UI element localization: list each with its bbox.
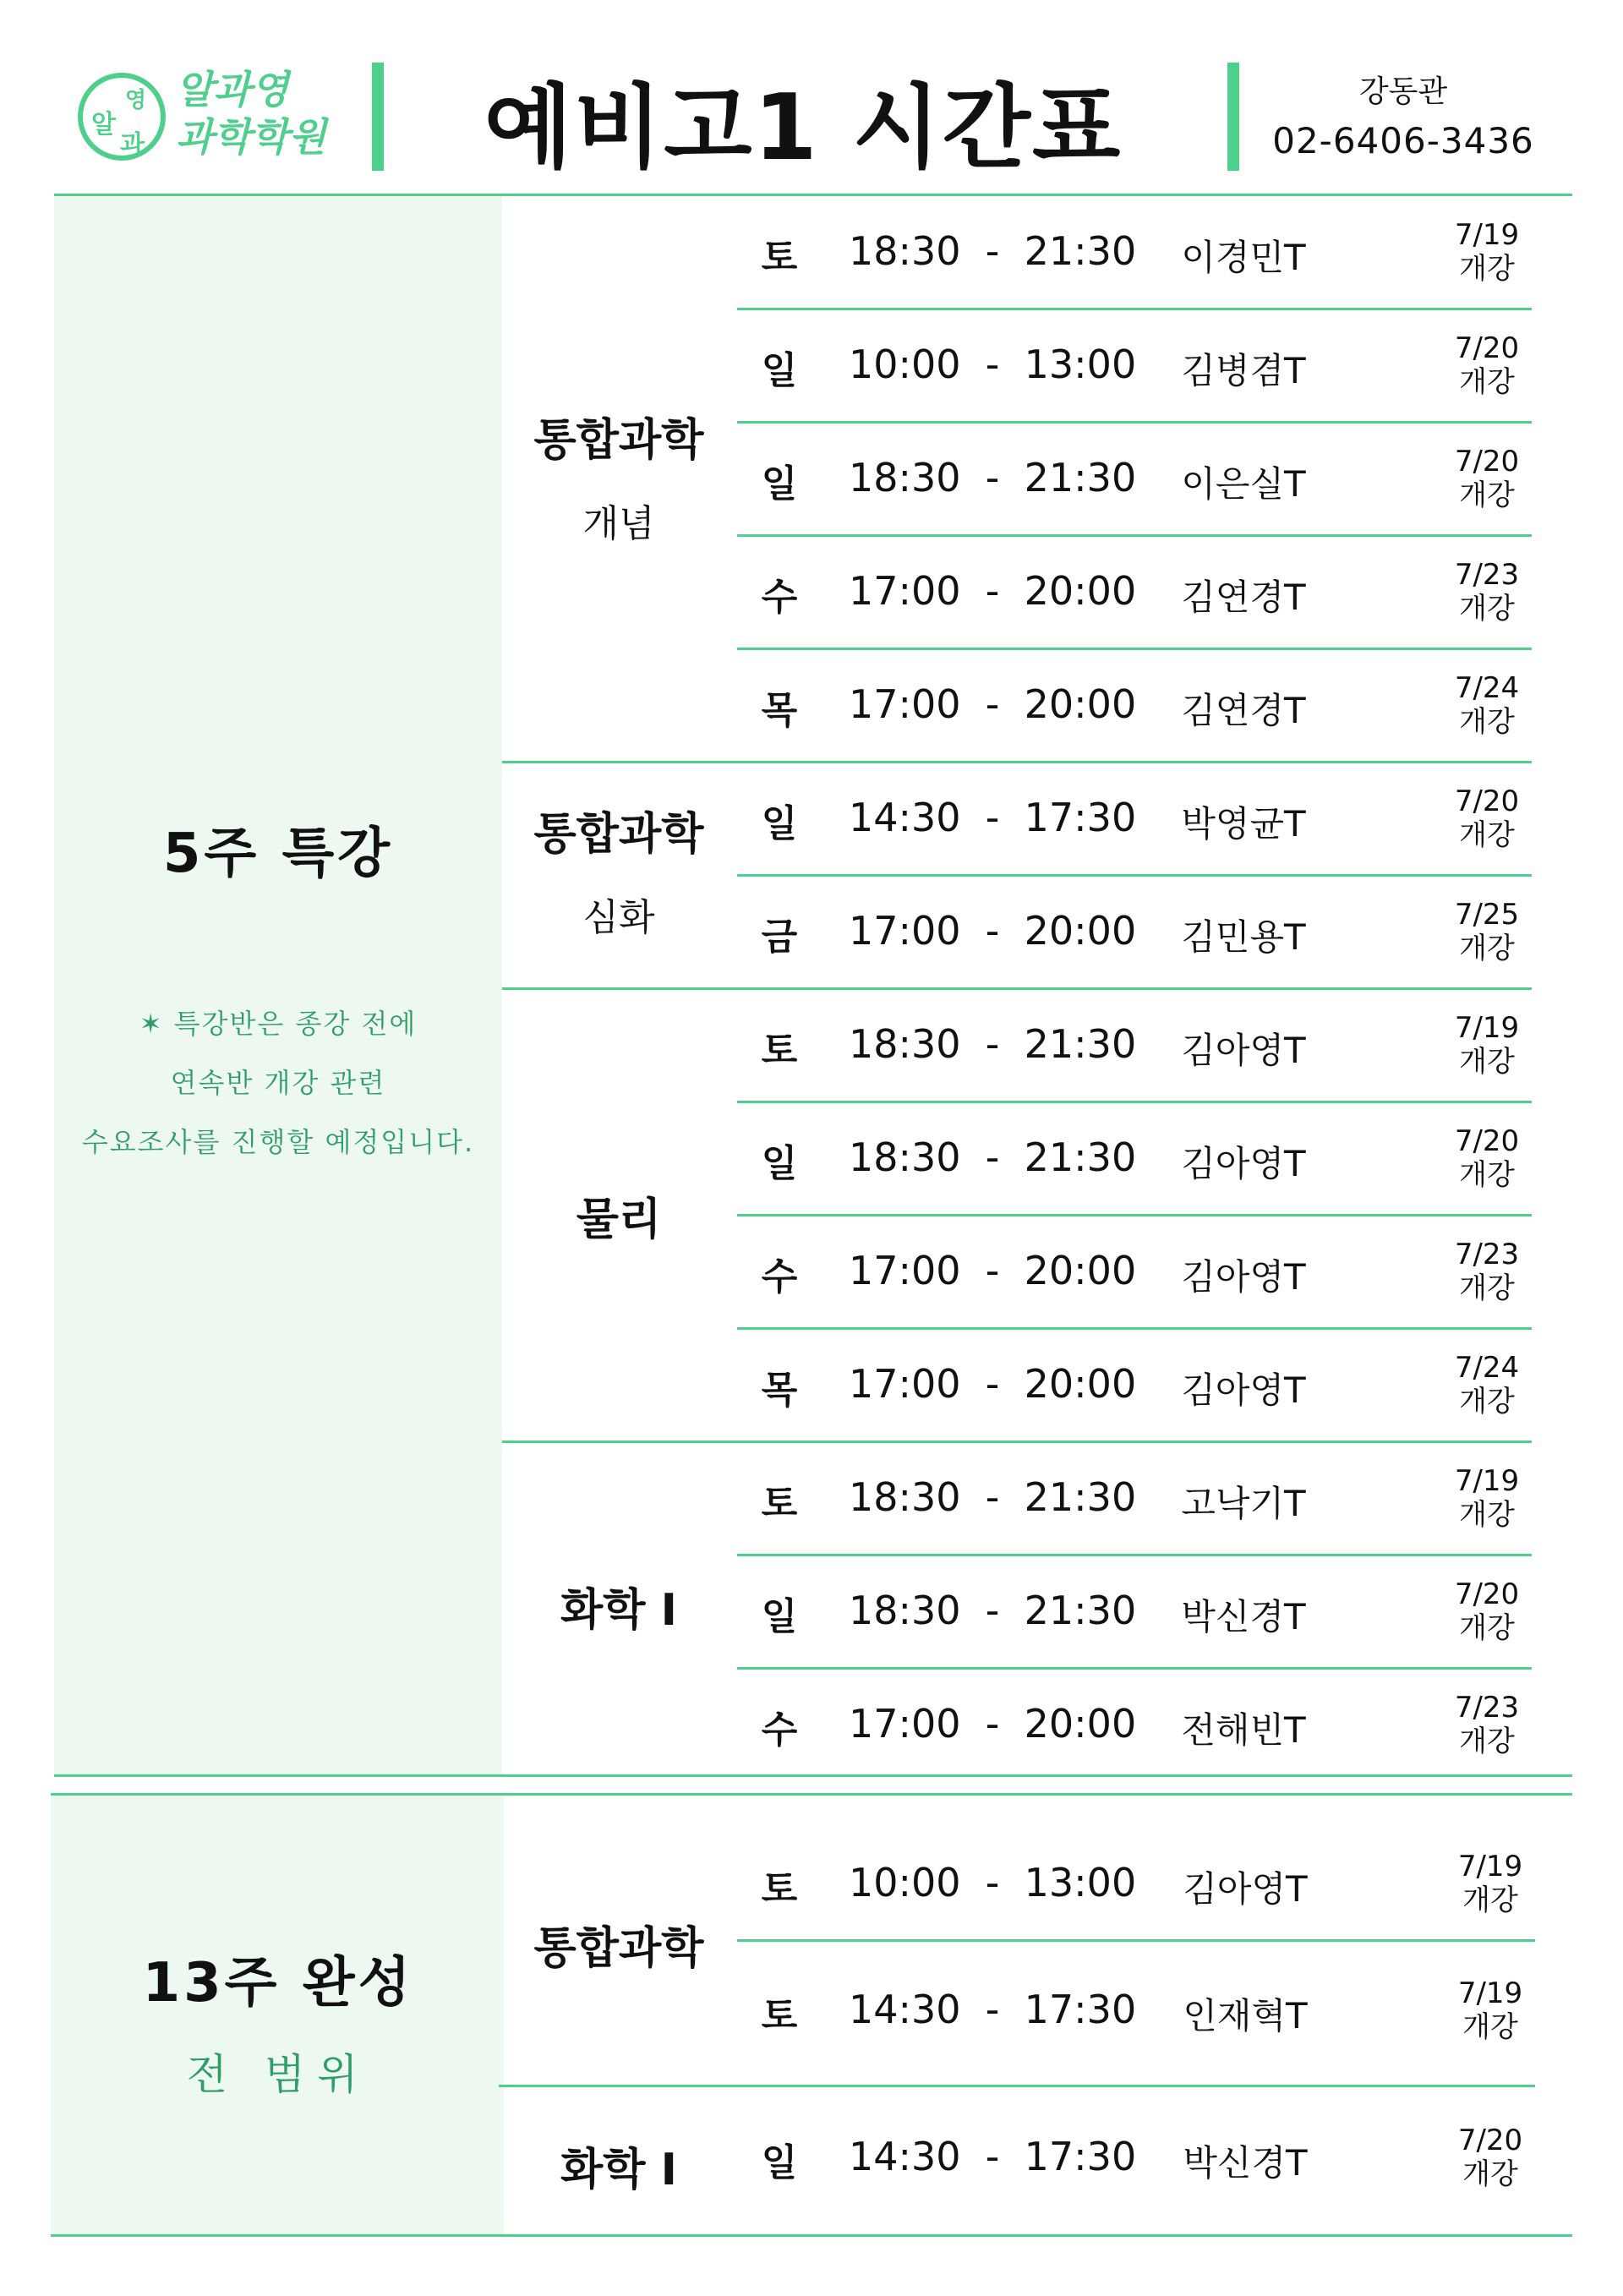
section-5-week-special bbox=[54, 196, 1572, 1777]
logo-emblem-icon: 알 영 과 bbox=[78, 73, 166, 161]
schedule-row: 수 17:00 - 20:00 김연경T 7/23 개강 bbox=[761, 558, 1520, 626]
header bbox=[0, 0, 1623, 194]
subject-chemistry-1: 화학 I bbox=[560, 2145, 677, 2195]
logo-text: 알과영 과학학원 bbox=[176, 67, 326, 160]
schedule-row: 금 17:00 - 20:00 김민용T 7/25 개강 bbox=[761, 898, 1520, 965]
schedule-row: 토 14:30 - 17:30 인재혁T 7/19 개강 bbox=[761, 1976, 1523, 2044]
subject-chemistry-1: 화학 I bbox=[560, 1585, 677, 1636]
academy-logo bbox=[78, 66, 382, 167]
schedule-row: 수 17:00 - 20:00 전해빈T 7/23 개강 bbox=[761, 1691, 1520, 1758]
section-note: ✶ 특강반은 종강 전에 연속반 개강 관련 수요조사를 진행할 예정입니다. bbox=[81, 1008, 475, 1158]
schedule-row: 일 10:00 - 13:00 김병겸T 7/20 개강 bbox=[761, 331, 1520, 399]
subject-integrated-science-concept: 통합과학 개념 bbox=[533, 415, 704, 545]
branch-name: 강동관 bbox=[1358, 74, 1448, 109]
section-title: 13주 완성 bbox=[142, 1952, 414, 2014]
section-title: 5주 특강 bbox=[162, 823, 394, 885]
section-subtitle: 전 범위 bbox=[186, 2050, 370, 2099]
subject-integrated-science: 통합과학 bbox=[533, 1923, 704, 1974]
section-divider bbox=[54, 1774, 1572, 1777]
section-13-week-complete bbox=[54, 1796, 1576, 2237]
header-divider-left bbox=[372, 63, 384, 171]
schedule-row: 목 17:00 - 20:00 김연경T 7/24 개강 bbox=[761, 671, 1520, 739]
header-divider-right bbox=[1227, 63, 1239, 171]
schedule-row: 토 18:30 - 21:30 이경민T 7/19 개강 bbox=[761, 218, 1520, 286]
section-label-panel bbox=[51, 1796, 504, 2237]
schedule-row: 일 14:30 - 17:30 박신경T 7/20 개강 bbox=[761, 2124, 1523, 2191]
subject-physics: 물리 bbox=[576, 1194, 662, 1245]
schedule-row: 수 17:00 - 20:00 김아영T 7/23 개강 bbox=[761, 1238, 1520, 1305]
schedule-row: 목 17:00 - 20:00 김아영T 7/24 개강 bbox=[761, 1351, 1520, 1419]
schedule-row: 일 18:30 - 21:30 박신경T 7/20 개강 bbox=[761, 1577, 1520, 1645]
schedule-row: 토 10:00 - 13:00 김아영T 7/19 개강 bbox=[761, 1850, 1523, 1917]
page-title: 예비고1 시간표 bbox=[484, 75, 1123, 181]
schedule-row: 일 18:30 - 21:30 이은실T 7/20 개강 bbox=[761, 445, 1520, 512]
section-label-panel bbox=[54, 196, 502, 1777]
schedule-row: 토 18:30 - 21:30 김아영T 7/19 개강 bbox=[761, 1011, 1520, 1079]
phone-number: 02-6406-3436 bbox=[1272, 120, 1534, 161]
schedule-row: 토 18:30 - 21:30 고낙기T 7/19 개강 bbox=[761, 1464, 1520, 1532]
schedule-row: 일 18:30 - 21:30 김아영T 7/20 개강 bbox=[761, 1124, 1520, 1192]
subject-integrated-science-advanced: 통합과학 심화 bbox=[533, 809, 704, 939]
section-bottom-line bbox=[51, 2234, 1572, 2237]
schedule-row: 일 14:30 - 17:30 박영균T 7/20 개강 bbox=[761, 784, 1520, 852]
